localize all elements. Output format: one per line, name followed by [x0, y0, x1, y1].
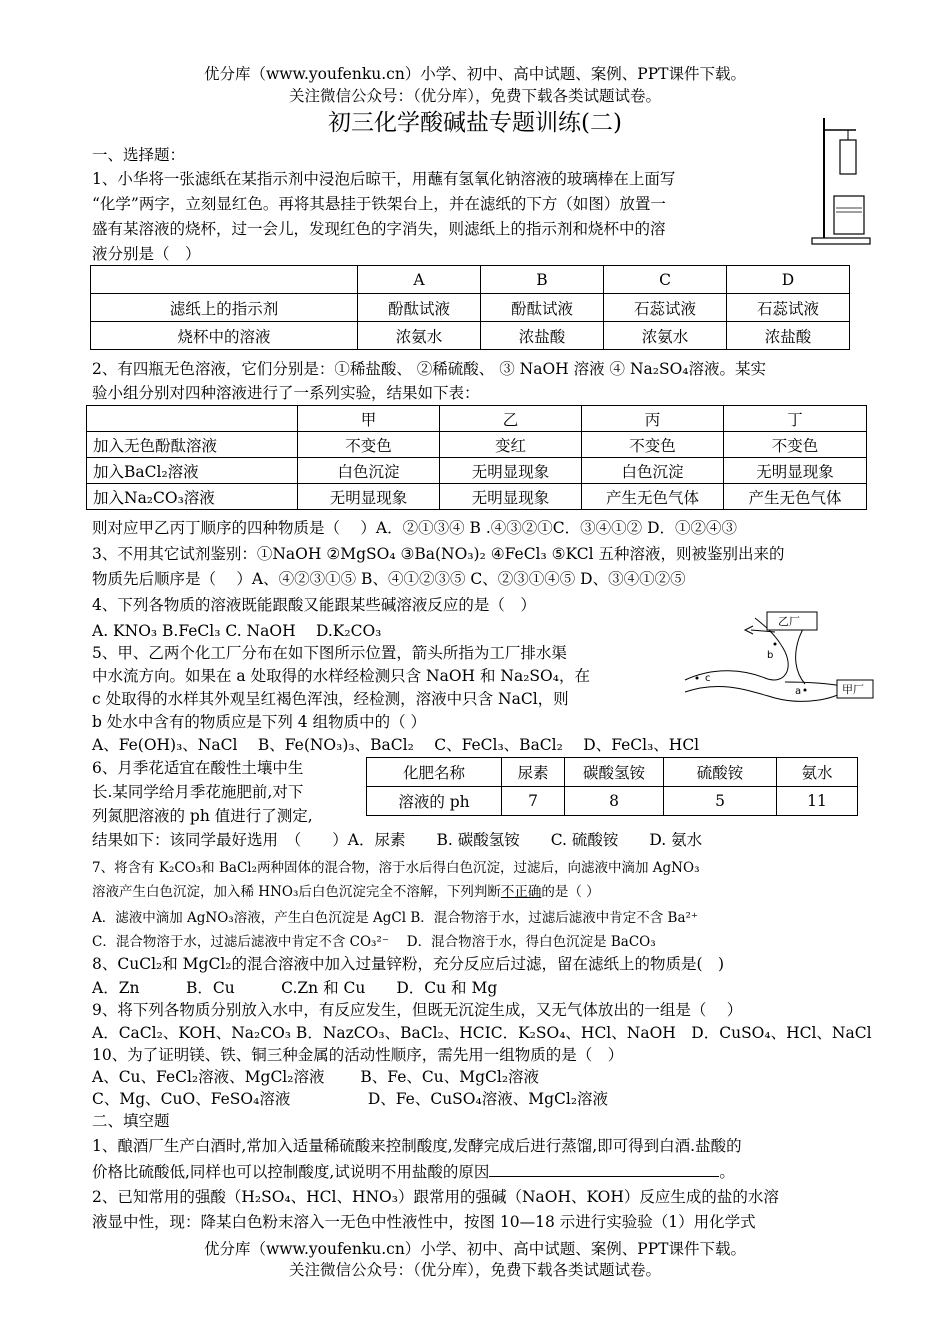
- q2-line-1: 2、有四瓶无色溶液，它们分别是：①稀盐酸、 ②稀硫酸、 ③ NaOH 溶液 ④ Na₂SO₄溶液。某实: [92, 360, 767, 378]
- f1-answer-blank[interactable]: [489, 1162, 719, 1177]
- section-fill-title: 二、填空题: [92, 1112, 170, 1130]
- table-row: [87, 406, 867, 432]
- q2-table: [86, 405, 867, 510]
- q7-option-cd: C．混合物溶于水，过滤后滤液中肯定不含 CO₃²⁻ D．混合物溶于水，得白色沉淀是 BaCO₃: [92, 934, 656, 950]
- q8-options: A．Zn B．Cu C.Zn 和 Cu D．Cu 和 Mg: [92, 979, 498, 997]
- q10-options-cd: C、Mg、CuO、FeSO₄溶液 D、Fe、CuSO₄溶液、MgCl₂溶液: [92, 1090, 609, 1108]
- table-cell: B: [481, 266, 604, 294]
- table-cell: 乙: [440, 406, 582, 432]
- table-cell: 化肥名称: [367, 758, 502, 787]
- table-row: [91, 266, 850, 294]
- table-cell: 浓氨水: [604, 322, 727, 350]
- q7-option-ab: A．滤液中滴加 AgNO₃溶液，产生白色沉淀是 AgCl B．混合物溶于水，过滤后滤液中肯定不含 Ba²⁺: [92, 910, 699, 926]
- table-cell: 加入无色酚酞溶液: [87, 432, 298, 458]
- q9-options: A．CaCl₂、KOH、Na₂CO₃ B．NazCO₃、BaCl₂、HCIC．K₂SO₄、HCl、NaOH D．CuSO₄、HCl、NaCl: [92, 1024, 872, 1042]
- table-cell: 无明显现象: [298, 484, 440, 510]
- q6-line-2: 长.某同学给月季花施肥前,对下: [92, 783, 304, 801]
- q1-line-3: 盛有某溶液的烧杯，过一会儿，发现红色的字消失，则滤纸上的指示剂和烧杯中的溶: [92, 220, 666, 238]
- q6-line-4: 结果如下：该同学最好选用 （ ）A．尿素 B. 碳酸氢铵 C. 硫酸铵 D. 氨水: [92, 831, 703, 849]
- table-cell: [87, 406, 298, 432]
- q1-line-4: 液分别是（ ）: [92, 245, 201, 263]
- q8-line-1: 8、CuCl₂和 MgCl₂的混合溶液中加入过量锌粉，充分反应后过滤，留在滤纸上的物质是( ): [92, 955, 725, 973]
- table-cell: 尿素: [502, 758, 565, 787]
- q5-line-5: A、Fe(OH)₃、NaCl B、Fe(NO₃)₃、BaCl₂ C、FeCl₃、BaCl₂ D、FeCl₃、HCl: [92, 736, 700, 754]
- f1-line-1: 1、酿酒厂生产白酒时,常加入适量稀硫酸来控制酸度,发酵完成后进行蒸馏,即可得到白酒.盐酸的: [92, 1137, 742, 1155]
- table-cell: 不变色: [582, 432, 724, 458]
- table-row: [91, 294, 850, 322]
- q7-line-2-end: 的是（ ）: [541, 884, 600, 900]
- q3-line-1: 3、不用其它试剂鉴别：①NaOH ②MgSO₄ ③Ba(NO₃)₂ ④FeCl₃ ⑤KCl 五种溶液，则被鉴别出来的: [92, 545, 785, 563]
- table-cell: C: [604, 266, 727, 294]
- table-row: [87, 432, 867, 458]
- point-b-label: b: [767, 650, 774, 661]
- table-row: [367, 787, 858, 816]
- q10-line-1: 10、为了证明镁、铁、铜三种金属的活动性顺序，需先用一组物质的是（ ）: [92, 1046, 624, 1064]
- table-cell: 白色沉淀: [582, 458, 724, 484]
- table-cell: 不变色: [298, 432, 440, 458]
- table-cell: 无明显现象: [440, 484, 582, 510]
- table-row: [367, 758, 858, 787]
- q6-table: [366, 757, 858, 816]
- factory-b-label: 乙厂: [778, 615, 800, 628]
- q5-line-1: 5、甲、乙两个化工厂分布在如下图所示位置，箭头所指为工厂排水渠: [92, 644, 567, 662]
- table-cell: 滤纸上的指示剂: [91, 294, 358, 322]
- q1-line-1: 1、小华将一张滤纸在某指示剂中浸泡后晾干，用蘸有氢氧化钠溶液的玻璃棒在上面写: [92, 170, 676, 188]
- q2-line-2: 验小组分别对四种溶液进行了一系列实验，结果如下表：: [92, 384, 480, 402]
- table-cell: 5: [664, 787, 777, 816]
- f2-line-1: 2、已知常用的强酸（H₂SO₄、HCl、HNO₃）跟常用的强碱（NaOH、KOH）反应生成的盐的水溶: [92, 1188, 779, 1206]
- table-cell: 无明显现象: [440, 458, 582, 484]
- table-row: [87, 458, 867, 484]
- table-cell: 石蕊试液: [604, 294, 727, 322]
- f1-line-2-end: 。: [719, 1163, 735, 1181]
- table-cell: A: [358, 266, 481, 294]
- q7-line-2: [92, 880, 600, 900]
- table-cell: 浓氨水: [358, 322, 481, 350]
- table-cell: 产生无色气体: [724, 484, 867, 510]
- table-cell: 丁: [724, 406, 867, 432]
- q7-not-correct: 不正确: [500, 884, 542, 900]
- q1-line-2: “化学”两字，立刻显红色。再将其悬挂于铁架台上，并在滤纸的下方（如图）放置一: [92, 195, 666, 213]
- q4-line-1: 4、下列各物质的溶液既能跟酸又能跟某些碱溶液反应的是（ ）: [92, 596, 536, 614]
- table-cell: 加入BaCl₂溶液: [87, 458, 298, 484]
- table-cell: 硫酸铵: [664, 758, 777, 787]
- point-a-label: a: [795, 686, 802, 697]
- table-row: [87, 484, 867, 510]
- factory-a-label: 甲厂: [842, 683, 864, 696]
- table-cell: 白色沉淀: [298, 458, 440, 484]
- table-cell: 丙: [582, 406, 724, 432]
- table-cell: 浓盐酸: [727, 322, 850, 350]
- table-cell: D: [727, 266, 850, 294]
- table-cell: 碳酸氢铵: [565, 758, 664, 787]
- q4-line-2: A. KNO₃ B.FeCl₃ C. NaOH D.K₂CO₃: [92, 622, 382, 640]
- f2-line-2: 液显中性，现：降某白色粉末溶入一无色中性液性中，按图 10—18 示进行实验验（1）用化学式: [92, 1213, 756, 1231]
- table-cell: 酚酞试液: [358, 294, 481, 322]
- table-cell: 变红: [440, 432, 582, 458]
- table-cell: 浓盐酸: [481, 322, 604, 350]
- table-cell: 甲: [298, 406, 440, 432]
- iron-stand-figure: [806, 110, 876, 250]
- f1-line-2: [92, 1160, 735, 1182]
- f1-line-2-text: 价格比硫酸低,同样也可以控制酸度,试说明不用盐酸的原因: [92, 1163, 490, 1181]
- drainage-diagram: [675, 608, 875, 718]
- table-cell: 石蕊试液: [727, 294, 850, 322]
- q10-options-ab: A、Cu、FeCl₂溶液、MgCl₂溶液 B、Fe、Cu、MgCl₂溶液: [92, 1068, 540, 1086]
- table-cell: 加入Na₂CO₃溶液: [87, 484, 298, 510]
- header-line-2: 关注微信公众号：（优分库），免费下载各类试题试卷。: [288, 87, 661, 105]
- table-cell: [91, 266, 358, 294]
- table-row: [91, 322, 850, 350]
- q2-answer-line: 则对应甲乙丙丁顺序的四种物质是（ ）A．②①③④ B .④③②①C．③④①② D．①②④③: [92, 519, 738, 537]
- q1-table: [90, 265, 850, 350]
- footer-line-2: 关注微信公众号：（优分库），免费下载各类试题试卷。: [288, 1261, 661, 1279]
- header-line-1: 优分库（www.youfenku.cn）小学、初中、高中试题、案例、PPT课件下载。: [203, 65, 747, 83]
- q7-line-1: 7、将含有 K₂CO₃和 BaCl₂两种固体的混合物，溶于水后得白色沉淀，过滤后，向滤液中滴加 AgNO₃: [92, 860, 700, 876]
- table-cell: 无明显现象: [724, 458, 867, 484]
- q5-line-4: b 处水中含有的物质应是下列 4 组物质中的（ ）: [92, 713, 426, 731]
- q7-line-2-text: 溶液产生白色沉淀，加入稀 HNO₃后白色沉淀完全不溶解，下列判断: [92, 884, 501, 900]
- q6-line-3: 列氮肥溶液的 ph 值进行了测定,: [92, 807, 313, 825]
- table-cell: 酚酞试液: [481, 294, 604, 322]
- table-cell: 产生无色气体: [582, 484, 724, 510]
- table-cell: 氨水: [777, 758, 858, 787]
- table-cell: 8: [565, 787, 664, 816]
- footer-line-1: 优分库（www.youfenku.cn）小学、初中、高中试题、案例、PPT课件下载。: [203, 1240, 747, 1258]
- q3-line-2: 物质先后顺序是（ ）A、④②③①⑤ B、④①②③⑤ C、②③①④⑤ D、③④①②⑤: [92, 570, 686, 588]
- table-cell: 11: [777, 787, 858, 816]
- q5-line-3: c 处取得的水样其外观呈红褐色浑浊，经检测，溶液中只含 NaCl，则: [92, 690, 569, 708]
- table-cell: 烧杯中的溶液: [91, 322, 358, 350]
- section-choice-title: 一、选择题：: [92, 146, 186, 164]
- page-title: 初三化学酸碱盐专题训练(二): [328, 110, 622, 136]
- table-cell: 溶液的 ph: [367, 787, 502, 816]
- q9-line-1: 9、将下列各物质分别放入水中，有反应发生，但既无沉淀生成，又无气体放出的一组是（ ）: [92, 1001, 743, 1019]
- point-c-label: c: [705, 673, 711, 684]
- q5-line-2: 中水流方向。如果在 a 处取得的水样经检测只含 NaOH 和 Na₂SO₄，在: [92, 667, 590, 685]
- q6-line-1: 6、月季花适宜在酸性土壤中生: [92, 759, 304, 777]
- table-cell: 不变色: [724, 432, 867, 458]
- table-cell: 7: [502, 787, 565, 816]
